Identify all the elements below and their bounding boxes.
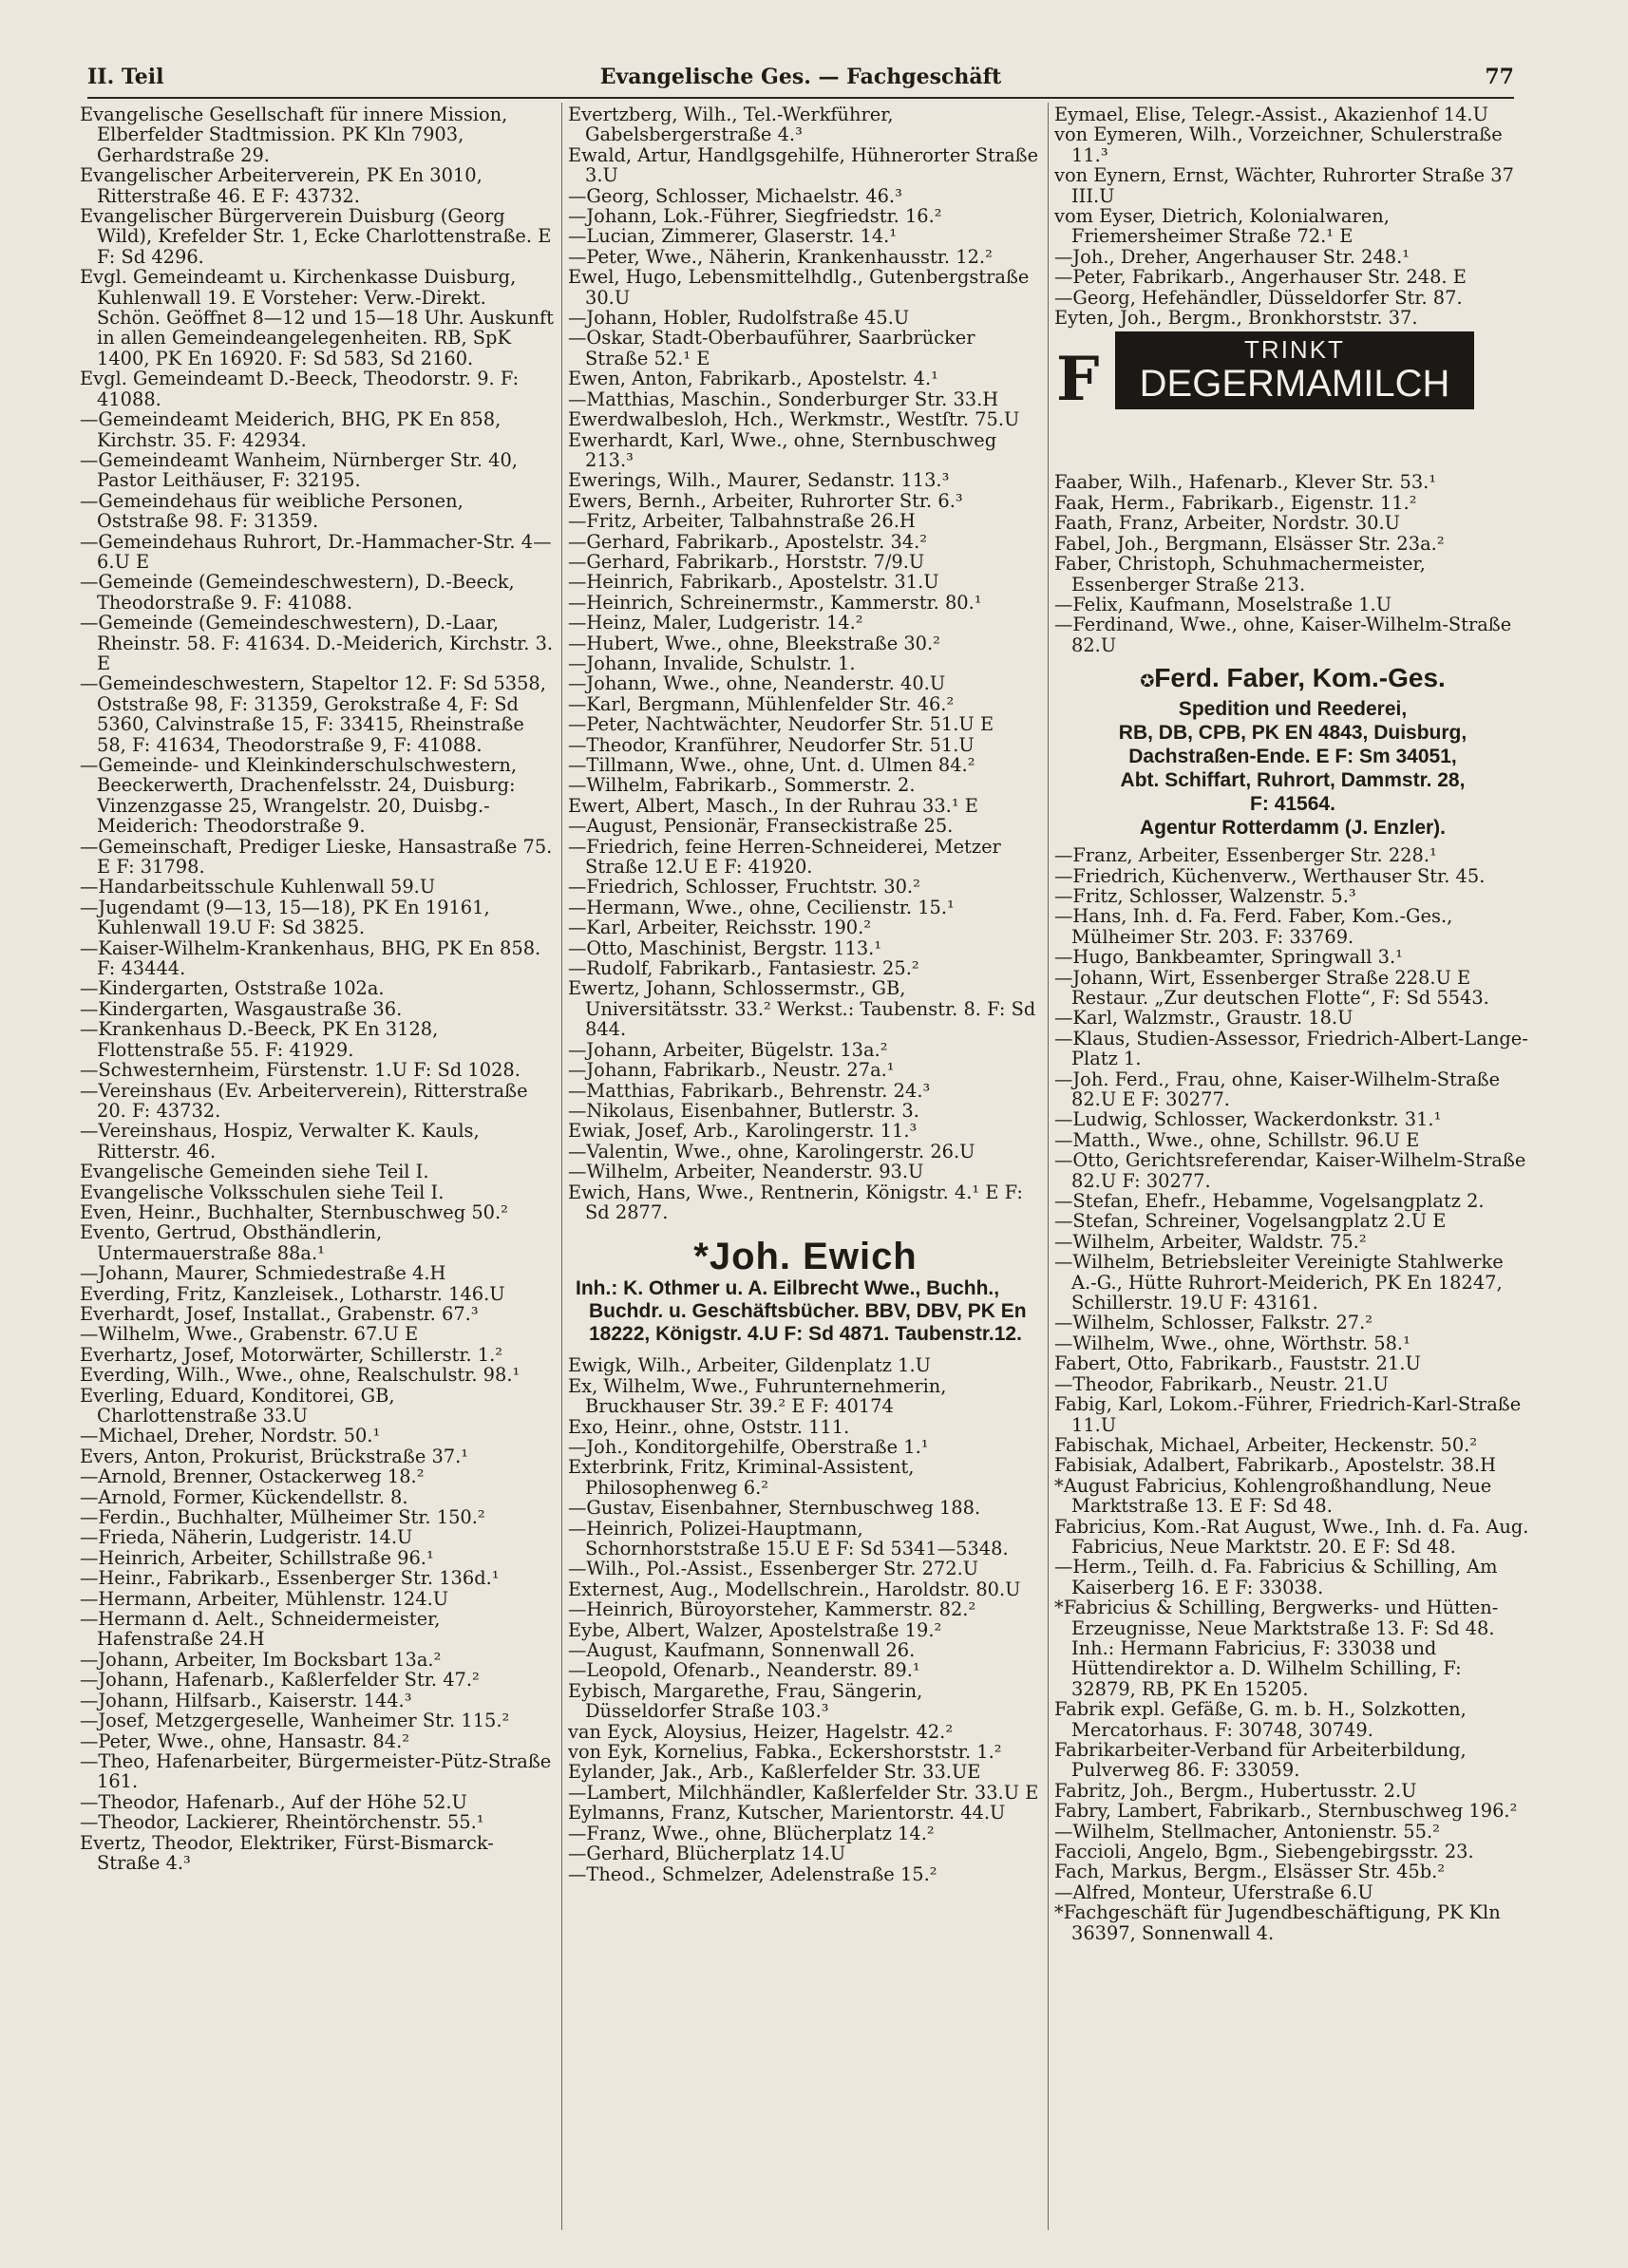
directory-entry: Faak, Herm., Fabrikarb., Eigenstr. 11.² xyxy=(1054,491,1417,514)
directory-entry: —August, Pensionär, Franseckistraße 25. xyxy=(568,815,954,838)
page-header xyxy=(87,59,1514,99)
directory-entry: —Gemeindehaus für weibliche Personen, Oststraße 98. F: 31359. xyxy=(80,489,464,533)
directory-entry: —Heinrich, Fabrikarb., Apostelstr. 31.U xyxy=(568,571,939,594)
directory-entry: Evangelische Gesellschaft für innere Mission, Elberfelder Stadtmission. PK Kln 7903, Gerhardstraße 29. xyxy=(80,104,508,166)
directory-entry: Evangelische Gemeinden siehe Teil I. xyxy=(80,1161,429,1183)
column-divider xyxy=(561,103,562,2230)
directory-entry: —Heinz, Maler, Ludgeristr. 14.² xyxy=(568,612,863,634)
directory-entry: Eybisch, Margarethe, Frau, Sängerin, Düsseldorfer Straße 103.³ xyxy=(568,1679,923,1723)
advert-body: Inh.: K. Othmer u. A. Eilbrecht Wwe., Buchh., Buchdr. u. Geschäftsbücher. BBV, DBV, PK En 18222, Königstr. 4.U F: Sd 4871. Taubenstr.12. xyxy=(576,1277,1027,1346)
directory-entry: Everding, Fritz, Kanzleisek., Lotharstr. 146.U xyxy=(80,1282,505,1305)
directory-entry: Everling, Eduard, Konditorei, GB, Charlottenstraße 33.U xyxy=(80,1384,395,1427)
directory-entry: von Eyk, Kornelius, Fabka., Eckershorststr. 1.² xyxy=(568,1741,1002,1764)
directory-entry: —Kindergarten, Wasgaustraße 36. xyxy=(80,997,403,1020)
directory-entry: —Jugendamt (9—13, 15—18), PK En 19161, Kuhlenwall 19.U F: Sd 3825. xyxy=(80,896,490,939)
directory-entry: —Gerhard, Blücherplatz 14.U xyxy=(568,1843,846,1865)
directory-entry: —Wilhelm, Arbeiter, Waldstr. 75.² xyxy=(1054,1230,1367,1253)
directory-entry: —Johann, Arbeiter, Im Bocksbart 13a.² xyxy=(80,1648,442,1671)
directory-entry: —Handarbeitsschule Kuhlenwall 59.U xyxy=(80,876,436,898)
directory-entry: —Wilhelm, Stellmacher, Antonienstr. 55.² xyxy=(1054,1820,1440,1843)
directory-entry: —Ferdinand, Wwe., ohne, Kaiser-Wilhelm-Straße 82.U xyxy=(1054,614,1512,656)
directory-entry: vom Eyser, Dietrich, Kolonialwaren, Friemersheimer Straße 72.¹ E xyxy=(1054,205,1390,248)
directory-entry: —Arnold, Brenner, Ostackerweg 18.² xyxy=(80,1465,425,1488)
directory-entry: Eyten, Joh., Bergm., Bronkhorststr. 37. xyxy=(1054,307,1418,330)
directory-entry: Eylander, Jak., Arb., Kaßlerfelder Str. 33.UE xyxy=(568,1761,981,1784)
directory-entry: —Matthias, Fabrikarb., Behrenstr. 24.³ xyxy=(568,1079,931,1102)
directory-entry: Ewich, Hans, Wwe., Rentnerin, Königstr. 4.¹ E F: Sd 2877. xyxy=(568,1181,1023,1223)
directory-entry: Evertz, Theodor, Elektriker, Fürst-Bismarck-Straße 4.³ xyxy=(80,1831,494,1874)
directory-entry: Faber, Christoph, Schuhmachermeister, Essenberger Straße 213. xyxy=(1054,553,1426,595)
directory-entry: —Peter, Fabrikarb., Angerhauser Str. 248. E xyxy=(1054,266,1467,289)
directory-entry: Fabrik expl. Gefäße, G. m. b. H., Solzkotten, Mercatorhaus. F: 30748, 30749. xyxy=(1054,1698,1467,1741)
advert-title: Ferd. Faber, Kom.-Ges. xyxy=(1154,663,1446,693)
directory-entry: —Oskar, Stadt-Oberbauführer, Saarbrücker Straße 52.¹ E xyxy=(568,327,975,369)
directory-entry: —Gerhard, Fabrikarb., Apostelstr. 34.² xyxy=(568,530,928,553)
directory-entry: —Johann, Hilfsarb., Kaiserstr. 144.³ xyxy=(80,1689,412,1711)
advert-line: RB, DB, CPB, PK EN 4843, Duisburg, xyxy=(1118,722,1467,745)
directory-entry: von Eynern, Ernst, Wächter, Ruhrorter Straße 37 III.U xyxy=(1054,164,1514,207)
directory-entry: —Rudolf, Fabrikarb., Fantasiestr. 25.² xyxy=(568,957,919,980)
directory-entry: —Karl, Arbeiter, Reichsstr. 190.² xyxy=(568,917,872,939)
directory-entry: —Wilhelm, Schlosser, Falkstr. 27.² xyxy=(1054,1312,1373,1334)
directory-entry: —Ludwig, Schlosser, Wackerdonkstr. 31.¹ xyxy=(1054,1108,1442,1131)
directory-entry: —Hermann d. Aelt., Schneidermeister, Hafenstraße 24.H xyxy=(80,1608,441,1651)
directory-entry: —Hermann, Arbeiter, Mühlenstr. 124.U xyxy=(80,1587,449,1610)
directory-entry: Fabig, Karl, Lokom.-Führer, Friedrich-Karl-Straße 11.U xyxy=(1054,1393,1522,1436)
directory-entry: Evangelischer Arbeiterverein, PK En 3010, Ritterstraße 46. E F: 43732. xyxy=(80,164,483,207)
directory-entry: Evgl. Gemeindeamt D.-Beeck, Theodorstr. 9. F: 41088. xyxy=(80,368,520,410)
directory-entry: Exo, Heinr., ohne, Oststr. 111. xyxy=(568,1415,850,1438)
directory-entry: —Johann, Hafenarb., Kaßlerfelder Str. 47.² xyxy=(80,1669,480,1692)
directory-entry: —Wilhelm, Wwe., ohne, Wörthstr. 58.¹ xyxy=(1054,1332,1410,1354)
directory-entry: —Krankenhaus D.-Beeck, PK En 3128, Flottenstraße 55. F: 41929. xyxy=(80,1018,439,1061)
directory-entry: —Klaus, Studien-Assessor, Friedrich-Albert-Lange-Platz 1. xyxy=(1054,1027,1528,1070)
directory-entry: —Stefan, Ehefr., Hebamme, Vogelsangplatz 2. xyxy=(1054,1190,1485,1213)
directory-entry: Fabert, Otto, Fabrikarb., Fauststr. 21.U xyxy=(1054,1352,1421,1375)
directory-entry: —Heinrich, Polizei-Hauptmann, Schornhorststraße 15.U E F: Sd 5341—5348. xyxy=(568,1517,1009,1559)
directory-entry: —Gemeinde (Gemeindeschwestern), D.-Beeck, Theodorstraße 9. F: 41088. xyxy=(80,571,515,614)
directory-entry: —Franz, Wwe., ohne, Blücherplatz 14.² xyxy=(568,1822,935,1844)
directory-entry: —Heinrich, Schreinermstr., Kammerstr. 80.¹ xyxy=(568,591,982,614)
directory-entry: —Johann, Wirt, Essenberger Straße 228.U E Restaur. „Zur deutschen Flotte“, F: Sd 5543. xyxy=(1054,966,1489,1009)
directory-entry: —Hugo, Bankbeamter, Springwall 3.¹ xyxy=(1054,946,1403,969)
directory-entry: —Lucian, Zimmerer, Glaserstr. 14.¹ xyxy=(568,225,898,248)
directory-entry: —Karl, Bergmann, Mühlenfelder Str. 46.² xyxy=(568,692,955,715)
directory-entry: —Arnold, Former, Kückendellstr. 8. xyxy=(80,1485,408,1508)
directory-entry: —Joh., Dreher, Angerhauser Str. 248.¹ xyxy=(1054,245,1410,268)
directory-entry: Faath, Franz, Arbeiter, Nordstr. 30.U xyxy=(1054,512,1400,535)
directory-entry: Ewel, Hugo, Lebensmittelhdlg., Gutenbergstraße 30.U xyxy=(568,266,1030,309)
directory-entry: Faccioli, Angelo, Bgm., Siebengebirgsstr. 23. xyxy=(1054,1841,1474,1863)
directory-entry: —Tillmann, Wwe., ohne, Unt. d. Ulmen 84.² xyxy=(568,754,975,776)
directory-entry: —Johann, Maurer, Schmiedestraße 4.H xyxy=(80,1262,446,1285)
directory-entry: —Theod., Schmelzer, Adelenstraße 15.² xyxy=(568,1862,937,1885)
directory-entry: Eymael, Elise, Telegr.-Assist., Akazienhof 14.U xyxy=(1054,104,1488,125)
advert-line-2: DEGERMAMILCH xyxy=(1139,363,1450,406)
directory-entry: *Fabricius & Schilling, Bergwerks- und Hütten-Erzeugnisse, Neue Marktstraße 13. F: Sd 48. Inh.: Hermann Fabricius, F: 33038 und Hüttendirektor a. D. Wilhelm Schilling, F: 32879, RB, PK En 15205. xyxy=(1054,1597,1499,1700)
directory-entry: Even, Heinr., Buchhalter, Sternbuschweg 50.² xyxy=(80,1200,508,1223)
directory-entry: von Eymeren, Wilh., Vorzeichner, Schulerstraße 11.³ xyxy=(1054,123,1503,166)
directory-entry: Fabricius, Kom.-Rat August, Wwe., Inh. d. Fa. Aug. Fabricius, Neue Marktstr. 20. E F: Sd 48. xyxy=(1054,1515,1529,1558)
directory-entry: Evertzberg, Wilh., Tel.-Werkführer, Gabelsbergerstraße 4.³ xyxy=(568,104,894,146)
directory-entry: —Hans, Inh. d. Fa. Ferd. Faber, Kom.-Ges., Mülheimer Str. 203. F: 33769. xyxy=(1054,905,1453,948)
advert-ferd-faber xyxy=(1054,663,1531,840)
star-icon: ✪ xyxy=(1140,671,1155,692)
directory-entry: —Gemeindehaus Ruhrort, Dr.-Hammacher-Str. 4—6.U E xyxy=(80,530,552,573)
directory-entry: —Gemeinschaft, Prediger Lieske, Hansastraße 75. E F: 31798. xyxy=(80,835,553,879)
directory-entry: Ewen, Anton, Fabrikarb., Apostelstr. 4.¹ xyxy=(568,368,938,390)
directory-entry: —Heinr., Fabrikarb., Essenberger Str. 136d.¹ xyxy=(80,1567,500,1590)
directory-entry: —Wilhelm, Wwe., Grabenstr. 67.U E xyxy=(80,1323,419,1346)
directory-entry: —Gerhard, Fabrikarb., Horststr. 7/9.U xyxy=(568,550,925,573)
directory-entry: Ewald, Artur, Handlgsgehilfe, Hühnerorter Straße 3.U xyxy=(568,143,1039,187)
directory-entry: —Vereinshaus, Hospiz, Verwalter K. Kauls, Ritterstr. 46. xyxy=(80,1120,480,1162)
directory-entry: —Gustav, Eisenbahner, Sternbuschweg 188. xyxy=(568,1497,981,1520)
directory-entry: —Johann, Arbeiter, Bügelstr. 13a.² xyxy=(568,1038,888,1061)
directory-entry: —Valentin, Wwe., ohne, Karolingerstr. 26.U xyxy=(568,1140,975,1162)
advert-line: Spedition und Reederei, xyxy=(1178,698,1408,721)
directory-entry: —Stefan, Schreiner, Vogelsangplatz 2.U E xyxy=(1054,1210,1447,1233)
directory-entry: Eylmanns, Franz, Kutscher, Marientorstr. 44.U xyxy=(568,1802,1006,1824)
advert-line: Abt. Schiffart, Ruhrort, Dammstr. 28, xyxy=(1120,769,1466,792)
directory-entry: —Kindergarten, Oststraße 102a. xyxy=(80,977,385,1000)
directory-entry: *August Fabricius, Kohlengroßhandlung, Neue Marktstraße 13. E F: Sd 48. xyxy=(1054,1474,1492,1518)
directory-entry: Evangelischer Bürgerverein Duisburg (Georg Wild), Krefelder Str. 1, Ecke Charlottenstraße. E F: Sd 4296. xyxy=(80,205,552,268)
directory-entry: —Matthias, Maschin., Sonderburger Str. 33.H xyxy=(568,387,999,410)
directory-entry: —Friedrich, Schlosser, Fruchtstr. 30.² xyxy=(568,876,920,898)
column-3 xyxy=(1054,104,1531,2232)
directory-entry: Ewerhardt, Karl, Wwe., ohne, Sternbuschweg 213.³ xyxy=(568,428,997,471)
directory-entry: —Wilhelm, Fabrikarb., Sommerstr. 2. xyxy=(568,774,916,797)
page-number: 77 xyxy=(1485,65,1514,89)
directory-entry: Eybe, Albert, Walzer, Apostelstraße 19.² xyxy=(568,1618,942,1641)
directory-entry: Fabritz, Joh., Bergm., Hubertusstr. 2.U xyxy=(1054,1779,1417,1802)
directory-entry: —Wilhelm, Arbeiter, Neanderstr. 93.U xyxy=(568,1161,924,1183)
directory-entry: —Theodor, Kranführer, Neudorfer Str. 51.U xyxy=(568,733,975,756)
directory-entry: —Gemeinde (Gemeindeschwestern), D.-Laar, Rheinstr. 58. F: 41634. D.-Meiderich, Kirchstr. 3. E xyxy=(80,612,554,674)
directory-entry: Fabisiak, Adalbert, Fabrikarb., Apostelstr. 38.H xyxy=(1054,1454,1497,1477)
directory-entry: —Theodor, Fabrikarb., Neustr. 21.U xyxy=(1054,1372,1389,1395)
directory-entry: Fabel, Joh., Bergmann, Elsässer Str. 23a.² xyxy=(1054,532,1445,555)
directory-entry: —Frieda, Näherin, Ludgeristr. 14.U xyxy=(80,1526,413,1549)
directory-entry: —Franz, Arbeiter, Essenberger Str. 228.¹ xyxy=(1054,844,1437,867)
directory-entry: Ex, Wilhelm, Wwe., Fuhrunternehmerin, Bruckhauser Str. 39.² E F: 40174 xyxy=(568,1374,947,1418)
directory-entry: —Joh., Konditorgehilfe, Oberstraße 1.¹ xyxy=(568,1435,929,1458)
directory-entry: Everding, Wilh., Wwe., ohne, Realschulstr. 98.¹ xyxy=(80,1364,521,1387)
directory-entry: —Johann, Wwe., ohne, Neanderstr. 40.U xyxy=(568,672,946,695)
directory-entry: Ewiak, Josef, Arb., Karolingerstr. 11.³ xyxy=(568,1120,918,1143)
part-label: II. Teil xyxy=(87,65,164,89)
directory-entry: —Otto, Gerichtsreferendar, Kaiser-Wilhelm-Straße 82.U F: 30277. xyxy=(1054,1149,1526,1192)
directory-entry: —Otto, Maschinist, Bergstr. 113.¹ xyxy=(568,936,882,959)
advert-joh-ewich xyxy=(568,1232,1043,1350)
directory-entry: van Eyck, Aloysius, Heizer, Hagelstr. 42.² xyxy=(568,1720,954,1743)
directory-entry: —Theo, Hafenarbeiter, Bürgermeister-Pütz-Straße 161. xyxy=(80,1749,552,1793)
directory-entry: —Theodor, Lackierer, Rheintörchenstr. 55.¹ xyxy=(80,1811,484,1834)
directory-entry: —Hubert, Wwe., ohne, Bleekstraße 30.² xyxy=(568,632,940,654)
directory-entry: —Ferdin., Buchhalter, Mülheimer Str. 150.² xyxy=(80,1506,485,1529)
directory-entry: —Gemeindeschwestern, Stapeltor 12. F: Sd 5358, Oststraße 98, F: 31359, Gerokstraße 4, F: Sd 5360, Calvinstraße 15, F: 33415, Rheinstraße 58, F: 41634, Theodorstraße 9, F: 41088. xyxy=(80,672,546,756)
directory-entry: —August, Kaufmann, Sonnenwall 26. xyxy=(568,1639,916,1662)
directory-entry: —Johann, Invalide, Schulstr. 1. xyxy=(568,652,856,674)
directory-entry: —Herm., Teilh. d. Fa. Fabricius & Schilling, Am Kaiserberg 16. E F: 33038. xyxy=(1054,1556,1498,1598)
directory-entry: —Vereinshaus (Ev. Arbeiterverein), Ritterstraße 20. F: 43732. xyxy=(80,1079,528,1122)
directory-entry: —Joh. Ferd., Frau, ohne, Kaiser-Wilhelm-Straße 82.U E F: 30277. xyxy=(1054,1068,1501,1110)
directory-entry: —Leopold, Ofenarb., Neanderstr. 89.¹ xyxy=(568,1659,920,1682)
advert-line: Agentur Rotterdamm (J. Enzler). xyxy=(1139,817,1447,840)
directory-entry: Faaber, Wilh., Hafenarb., Klever Str. 53.¹ xyxy=(1054,471,1437,494)
directory-entry: —Michael, Dreher, Nordstr. 50.¹ xyxy=(80,1425,381,1447)
directory-entry: —Johann, Hobler, Rudolfstraße 45.U xyxy=(568,307,910,330)
directory-entry: —Kaiser-Wilhelm-Krankenhaus, BHG, PK En 858. F: 43444. xyxy=(80,936,541,980)
directory-entry: —Schwesternheim, Fürstenstr. 1.U F: Sd 1028. xyxy=(80,1059,521,1082)
advert-line: Dachstraßen-Ende. E F: Sm 34051, xyxy=(1128,746,1457,768)
directory-entry: Fabry, Lambert, Fabrikarb., Sternbuschweg 196.² xyxy=(1054,1800,1518,1823)
directory-entry: Everhardt, Josef, Installat., Grabenstr. 67.³ xyxy=(80,1302,479,1325)
directory-entry: Fabrikarbeiter-Verband für Arbeiterbildung, Pulverweg 86. F: 33059. xyxy=(1054,1739,1467,1782)
directory-entry: Ewigk, Wilh., Arbeiter, Gildenplatz 1.U xyxy=(568,1354,931,1377)
directory-entry: Ewertz, Johann, Schlossermstr., GB, Universitätsstr. 33.² Werkst.: Taubenstr. 8. F: Sd 844. xyxy=(568,977,1036,1041)
advert-degermamilch xyxy=(1115,331,1474,409)
directory-entry: Fabischak, Michael, Arbeiter, Heckenstr. 50.² xyxy=(1054,1433,1478,1456)
directory-entry: —Matth., Wwe., ohne, Schillstr. 96.U E xyxy=(1054,1128,1420,1151)
directory-entry: Evers, Anton, Prokurist, Brückstraße 37.¹ xyxy=(80,1445,469,1467)
directory-entry: —Gemeinde- und Kleinkinderschulschwestern, Beeckerwerth, Drachenfelsstr. 24, Duisburg: Vinzenzgasse 25, Wrangelstr. 20, Duisbg.-Meiderich: Theodorstraße 9. xyxy=(80,754,518,838)
directory-entry: Ewerings, Wilh., Maurer, Sedanstr. 113.³ xyxy=(568,469,950,492)
column-divider xyxy=(1048,103,1049,2230)
directory-entry: —Friedrich, feine Herren-Schneiderei, Metzer Straße 12.U E F: 41920. xyxy=(568,835,1001,879)
directory-entry: —Wilhelm, Betriebsleiter Vereinigte Stahlwerke A.-G., Hütte Ruhrort-Meiderich, PK En 18247, Schillerstr. 19.U F: 43161. xyxy=(1054,1251,1504,1314)
directory-entry: —Georg, Schlosser, Michaelstr. 46.³ xyxy=(568,184,902,207)
directory-entry: —Fritz, Schlosser, Walzenstr. 5.³ xyxy=(1054,884,1356,907)
directory-entry: —Peter, Wwe., Näherin, Krankenhausstr. 12.² xyxy=(568,245,993,268)
directory-entry: Everhartz, Josef, Motorwärter, Schillerstr. 1.² xyxy=(80,1343,503,1366)
directory-entry: —Karl, Walzmstr., Graustr. 18.U xyxy=(1054,1007,1354,1030)
directory-entry: —Wilh., Pol.-Assist., Essenberger Str. 272.U xyxy=(568,1558,979,1580)
directory-entry: Exterbrink, Fritz, Kriminal-Assistent, Philosophenweg 6.² xyxy=(568,1456,915,1499)
directory-entry: *Fachgeschäft für Jugendbeschäftigung, PK Kln 36397, Sonnenwall 4. xyxy=(1054,1901,1501,1944)
directory-entry: —Fritz, Arbeiter, Talbahnstraße 26.H xyxy=(568,510,916,533)
directory-entry: Ewert, Albert, Masch., In der Ruhrau 33.¹ E xyxy=(568,794,978,817)
column-1 xyxy=(80,104,555,2232)
directory-entry: Ewers, Bernh., Arbeiter, Ruhrorter Str. 6.³ xyxy=(568,489,963,512)
directory-entry: —Theodor, Hafenarb., Auf der Höhe 52.U xyxy=(80,1790,467,1813)
directory-entry: —Lambert, Milchhändler, Kaßlerfelder Str. 33.U E xyxy=(568,1781,1039,1804)
directory-entry: —Johann, Fabrikarb., Neustr. 27a.¹ xyxy=(568,1059,895,1082)
advert-line-1: TRINKT xyxy=(1244,335,1345,365)
directory-entry: Evgl. Gemeindeamt u. Kirchenkasse Duisburg, Kuhlenwall 19. E Vorsteher: Verw.-Direkt. Schön. Geöffnet 8—12 und 15—18 Uhr. Auskunft in allen Gemeindeangelegenheiten. RB, SpK 1400, PK En 16920. F: Sd 583, Sd 2160. xyxy=(80,266,554,369)
advert-line: F: 41564. xyxy=(1250,793,1335,816)
directory-entry: Fach, Markus, Bergm., Elsässer Str. 45b.² xyxy=(1054,1861,1446,1883)
directory-entry: Evento, Gertrud, Obsthändlerin, Untermauerstraße 88a.¹ xyxy=(80,1221,383,1264)
directory-entry: —Friedrich, Küchenverw., Werthauser Str. 45. xyxy=(1054,864,1486,887)
directory-entry: —Georg, Hefehändler, Düsseldorfer Str. 87. xyxy=(1054,286,1463,309)
directory-entry: —Felix, Kaufmann, Moselstraße 1.U xyxy=(1054,593,1392,615)
section-letter: F xyxy=(1056,344,1100,416)
directory-entry: —Peter, Nachtwächter, Neudorfer Str. 51.U E xyxy=(568,713,994,736)
directory-entry: Evangelische Volksschulen siehe Teil I. xyxy=(80,1181,445,1203)
directory-entry: —Heinrich, Büroyorsteher, Kammerstr. 82.² xyxy=(568,1598,976,1621)
directory-entry: —Peter, Wwe., ohne, Hansastr. 84.² xyxy=(80,1729,410,1752)
directory-entry: Ewerdwalbesloh, Hch., Werkmstr., Westſtr. 75.U xyxy=(568,408,1020,431)
directory-entry: Externest, Aug., Modellschrein., Haroldstr. 80.U xyxy=(568,1578,1021,1600)
directory-entry: —Alfred, Monteur, Uferstraße 6.U xyxy=(1054,1881,1373,1903)
directory-entry: —Gemeindeamt Meiderich, BHG, PK En 858, Kirchstr. 35. F: 42934. xyxy=(80,408,502,451)
directory-entry: —Gemeindeamt Wanheim, Nürnberger Str. 40, Pastor Leithäuser, F: 32195. xyxy=(80,448,518,492)
directory-entry: —Nikolaus, Eisenbahner, Butlerstr. 3. xyxy=(568,1099,919,1122)
advert-title: *Joh. Ewich xyxy=(693,1236,918,1278)
directory-entry: —Johann, Lok.-Führer, Siegfriedstr. 16.² xyxy=(568,205,942,228)
directory-entry: —Heinrich, Arbeiter, Schillstraße 96.¹ xyxy=(80,1546,434,1569)
directory-entry: —Hermann, Wwe., ohne, Cecilienstr. 15.¹ xyxy=(568,896,955,918)
directory-entry: —Josef, Metzgergeselle, Wanheimer Str. 115.² xyxy=(80,1710,510,1732)
running-title: Evangelische Ges. — Fachgeschäft xyxy=(599,65,1002,89)
column-2 xyxy=(568,104,1043,2232)
